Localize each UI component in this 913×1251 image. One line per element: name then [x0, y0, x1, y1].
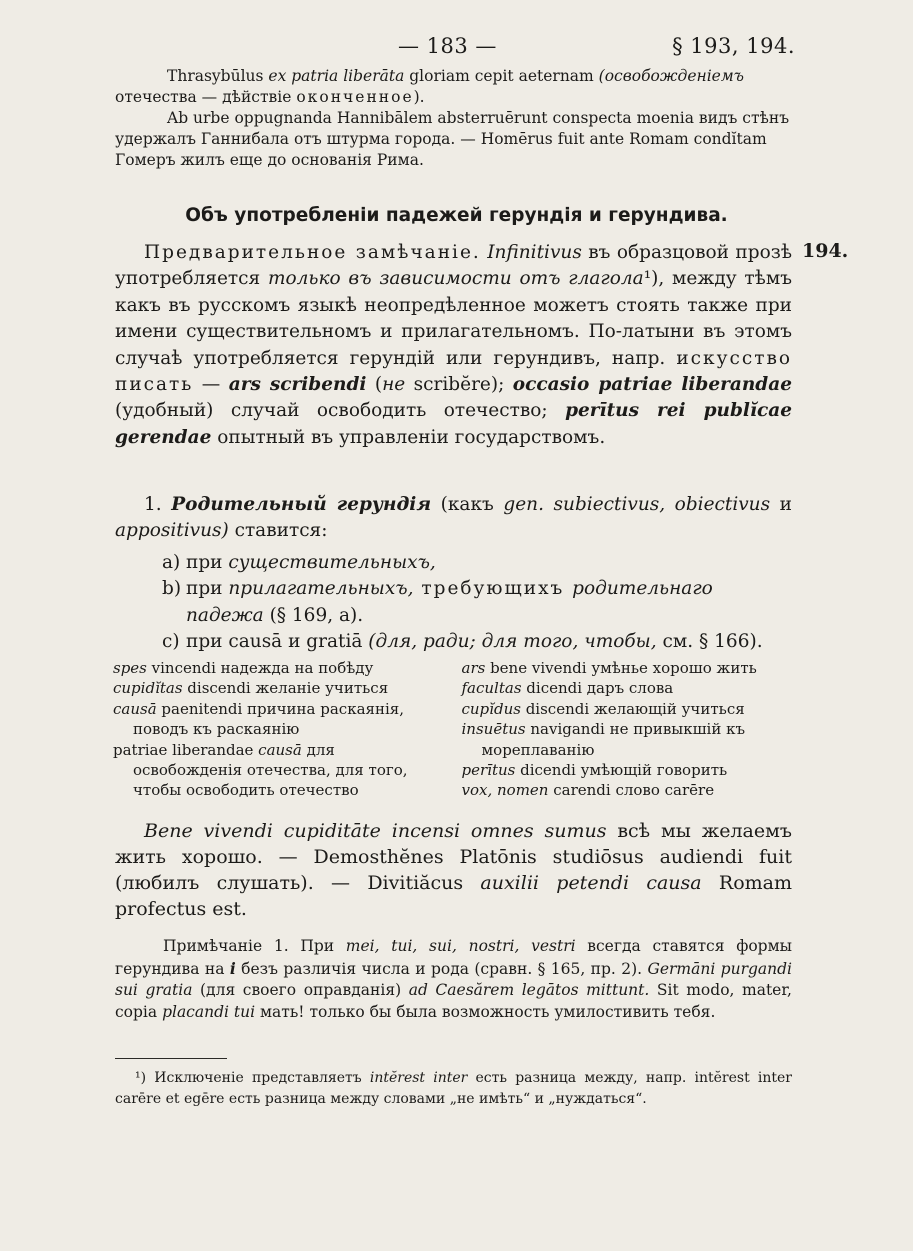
- examples-top: [115, 66, 792, 171]
- example-hannibal: Ab urbe oppugnanda Hannibālem absterruērunt conspecta moenia видъ стѣнъ удержалъ Ганнибала отъ штурма города. — Homērus fuit ante Romam condĭtam Гомеръ жилъ еще до основанія Рима.: [115, 109, 790, 169]
- page-number: — 183 —: [398, 34, 497, 58]
- example-entry: perītus dicendi умѣющій говорить: [461, 761, 728, 780]
- example-entry: insuētus navigandi не привыкшій къ мореплаванію: [461, 720, 746, 759]
- footnote-divider: [115, 1058, 227, 1059]
- example-entry: spes vincendi надежда на побѣду: [113, 659, 374, 677]
- list-item: b) при прилагательныхъ, требующихъ родительнаго падежа (§ 169, a).: [162, 578, 713, 626]
- example-columns: [113, 658, 796, 801]
- example-paragraph: Bene vivendi cupiditāte incensi omnes sumus всѣ мы желаемъ жить хорошо. — Demosthĕnes Platōnis studiōsus audiendi fuit (любилъ слушать). — Divitiăcus auxilii petendi causa Romam profectus est.: [115, 820, 792, 920]
- remark-1: Примѣчаніе 1. При mei, tui, sui, nostri, vestri всегда ставятся формы герундива на i безъ различія числа и рода (сравн. § 165, пр. 2). Germāni purgandi sui gratia (для своего оправданія) ad Caesărem legātos mittunt. Sit modo, mater, copia placandi tui мать! только бы была возможность умилостивить тебя.: [115, 937, 793, 1021]
- usage-list: [162, 550, 792, 656]
- left-column: [113, 658, 462, 801]
- example-entry: facultas dicendi даръ слова: [461, 679, 674, 698]
- subsection-1: 1. Родительный герундія (какъ gen. subiectivus, obiectivus и appositivus) ставится:: [115, 494, 792, 542]
- example-entry: vox, nomen carendi слово carēre: [461, 781, 715, 800]
- example-entry: cupĭdus discendi желающій учиться: [461, 699, 745, 718]
- list-item: a) при существительныхъ,: [162, 552, 436, 573]
- page-header: [0, 20, 913, 60]
- footnote: ¹) Исключеніе представляетъ intĕrest inter есть разница между, напр. intĕrest inter carēre et egēre есть разница между словами „не имѣть“ и „нуждаться“.: [115, 1070, 792, 1107]
- section-reference: § 193, 194.: [672, 34, 795, 58]
- example-thrasybulus: Thrasybūlus ex patria liberāta gloriam cepit aeternam (освобожденіемъ отечества — дѣйствіе оконченное).: [115, 67, 745, 106]
- margin-section-number: 194.: [802, 240, 849, 262]
- preliminary-remark: Предварительное замѣчаніе. Infinitivus въ образцовой прозѣ употребляется только въ зависимости отъ глагола¹), между тѣмъ какъ въ русскомъ языкѣ неопредѣленное можетъ стоять также при имени существительномъ и прилагательномъ. По-латыни въ этомъ случаѣ употребляется герундій или герундивъ, напр. искусство писать — ars scribendi (не scribĕre); occasio patriae liberandae (удобный) случай освободить отечество; perītus rei publĭcae gerendae опытный въ управленіи государствомъ.: [115, 242, 792, 448]
- right-column: [462, 658, 797, 801]
- list-item: c) при causā и gratiā (для, ради; для того, чтобы, см. § 166).: [162, 631, 763, 653]
- example-entry: ars bene vivendi умѣнье хорошо жить: [461, 659, 757, 677]
- example-entry: cupidĭtas discendi желаніе учиться: [113, 679, 389, 698]
- example-entry: causā paenitendi причина раскаянія, поводъ къ раскаянію: [113, 699, 405, 739]
- example-entry: patriae liberandae causā для освобожденія отечества, для того, чтобы освободить отечество: [113, 740, 408, 800]
- section-heading: Объ употребленіи падежей герундія и герундива.: [185, 205, 728, 226]
